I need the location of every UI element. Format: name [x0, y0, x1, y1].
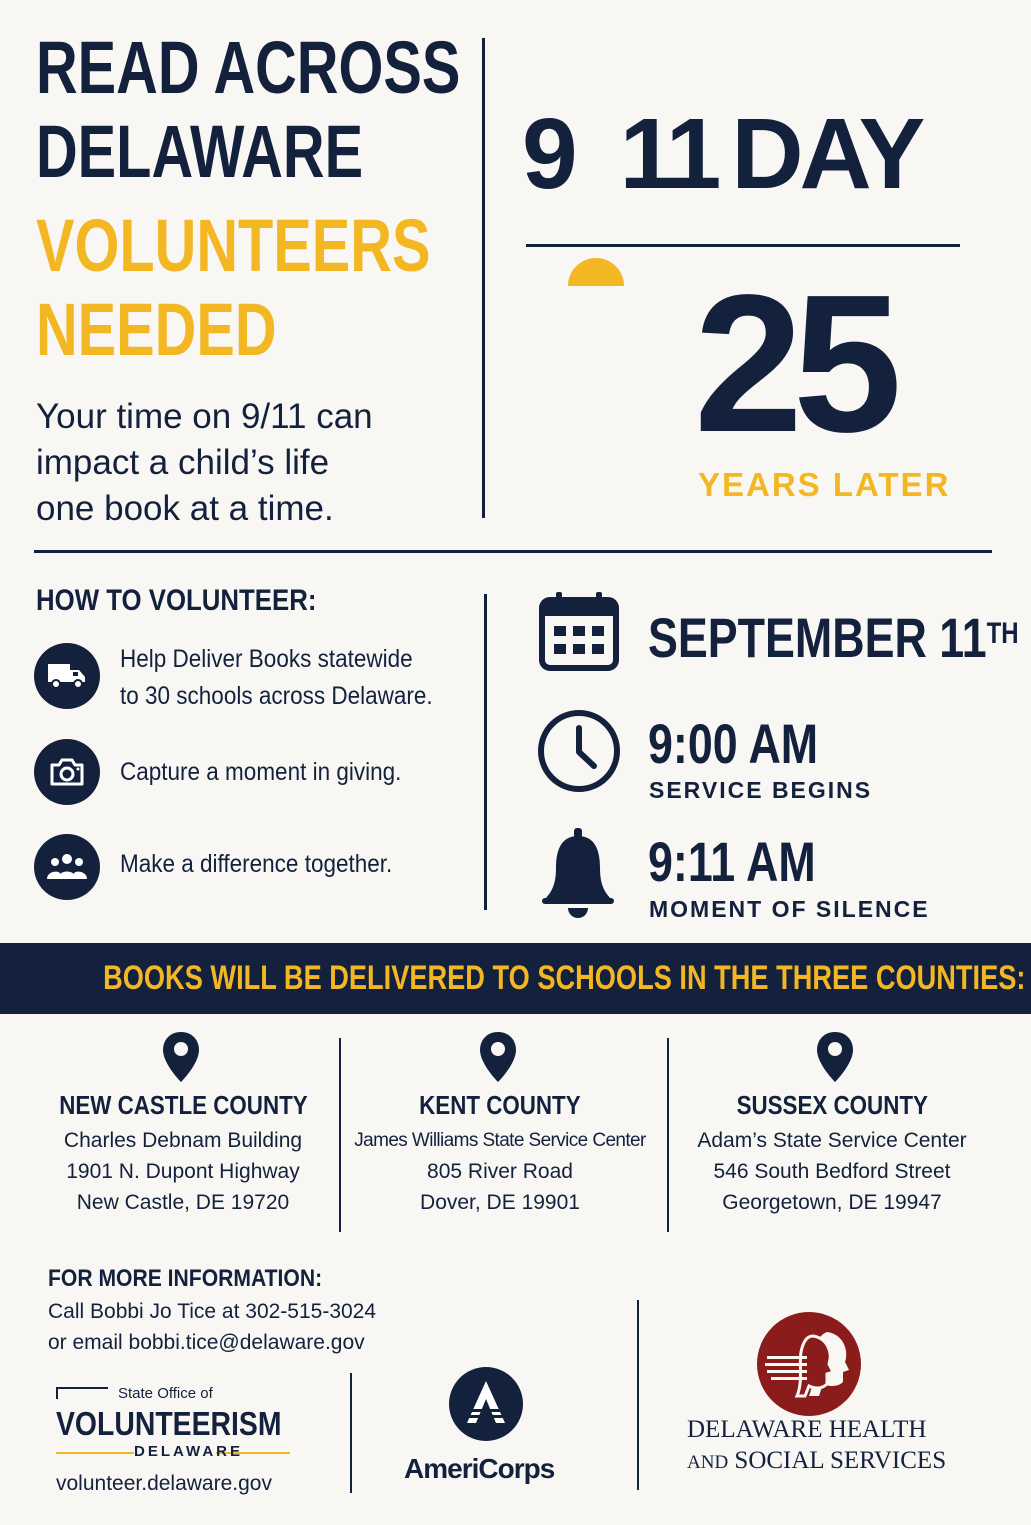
time-1: 9:00 AM — [648, 712, 819, 775]
dhss-line-2 — [687, 1447, 946, 1475]
americorps-icon — [449, 1367, 523, 1446]
anniversary-number: 25 — [694, 254, 893, 473]
info-email[interactable] — [48, 1327, 365, 1358]
location-pin-icon — [478, 1030, 518, 1089]
county-address-line: Adam’s State Service Center — [697, 1129, 967, 1152]
county-address-line: James Williams State Service Center — [354, 1130, 646, 1151]
volunteerism-state-text: DELAWARE — [134, 1443, 216, 1463]
volunteerism-big-text: VOLUNTEERISM — [56, 1405, 282, 1442]
logo-divider — [350, 1373, 352, 1493]
info-email-text: or email bobbi.tice@delaware.gov — [48, 1331, 365, 1354]
time-2-label: MOMENT OF SILENCE — [649, 896, 930, 922]
header-divider — [482, 38, 485, 518]
step-3-line-1: Make a difference together. — [120, 850, 393, 878]
logo-underline — [526, 244, 960, 247]
title-line-4: NEEDED — [36, 288, 277, 371]
dhss-rest: SOCIAL SERVICES — [728, 1447, 947, 1474]
title-line-3: VOLUNTEERS — [36, 204, 431, 287]
title-line-1: READ ACROSS — [36, 26, 461, 109]
county-address-line: Charles Debnam Building — [63, 1129, 303, 1152]
tagline-line-1: Your time on 9/11 can — [36, 397, 373, 436]
banner-text: BOOKS WILL BE DELIVERED TO SCHOOLS IN THE THREE COUNTIES: — [103, 959, 1026, 997]
info-heading: FOR MORE INFORMATION: — [48, 1265, 323, 1292]
county-address-line: Dover, DE 19901 — [420, 1191, 580, 1214]
event-date-main: SEPTEMBER 11 — [648, 606, 987, 669]
footer-divider — [637, 1300, 639, 1490]
county-address-line: 1901 N. Dupont Highway — [66, 1160, 300, 1183]
county-address-line: 805 River Road — [427, 1160, 573, 1183]
dhss-and: AND — [687, 1452, 729, 1473]
county-name: SUSSEX COUNTY — [736, 1090, 928, 1120]
event-date-suffix: TH — [986, 617, 1019, 650]
americorps-text: AmeriCorps — [404, 1453, 555, 1484]
group-icon — [34, 834, 100, 900]
county-new-castle — [18, 1090, 348, 1218]
event-date — [648, 608, 1019, 668]
time-2: 9:11 AM — [648, 830, 816, 893]
county-name: KENT COUNTY — [419, 1090, 581, 1120]
tagline-line-2: impact a child’s life — [36, 443, 330, 482]
step-1-line-1: Help Deliver Books statewide — [120, 645, 413, 673]
camera-icon — [34, 739, 100, 805]
county-kent — [335, 1090, 665, 1218]
logo-day: DAY — [731, 98, 922, 210]
how-to-heading: HOW TO VOLUNTEER: — [36, 584, 317, 617]
truck-icon — [34, 643, 100, 709]
county-address-line: Georgetown, DE 19947 — [722, 1191, 942, 1214]
step-1-line-2: to 30 schools across Delaware. — [120, 682, 433, 710]
tagline-line-3: one book at a time. — [36, 489, 334, 528]
county-address-line: 546 South Bedford Street — [713, 1160, 951, 1183]
bell-icon — [540, 828, 616, 923]
time-1-label: SERVICE BEGINS — [649, 777, 873, 803]
anniversary-label: YEARS LATER — [698, 466, 951, 503]
dhss-logo-icon — [757, 1312, 861, 1421]
clock-icon — [536, 708, 622, 799]
title-line-2: DELAWARE — [36, 110, 364, 193]
logo-nine: 9 — [522, 98, 574, 210]
county-address-line: New Castle, DE 19720 — [76, 1191, 290, 1214]
section-divider — [34, 550, 992, 553]
volunteerism-small-text: State Office of — [118, 1385, 213, 1402]
event-divider — [484, 594, 487, 910]
location-pin-icon — [161, 1030, 201, 1089]
logo-eleven: 11 — [619, 98, 718, 210]
location-pin-icon — [815, 1030, 855, 1089]
dhss-line-1: DELAWARE HEALTH — [687, 1416, 927, 1443]
info-phone: Call Bobbi Jo Tice at 302-515-3024 — [48, 1300, 377, 1323]
step-2-line-1: Capture a moment in giving. — [120, 758, 402, 786]
calendar-icon — [538, 590, 620, 677]
day911-logo — [522, 98, 922, 210]
county-sussex — [667, 1090, 997, 1218]
county-name: NEW CASTLE COUNTY — [58, 1090, 308, 1120]
volunteer-url[interactable] — [56, 1472, 272, 1496]
volunteer-url-text: volunteer.delaware.gov — [56, 1472, 272, 1495]
delivery-banner — [0, 943, 1031, 1014]
